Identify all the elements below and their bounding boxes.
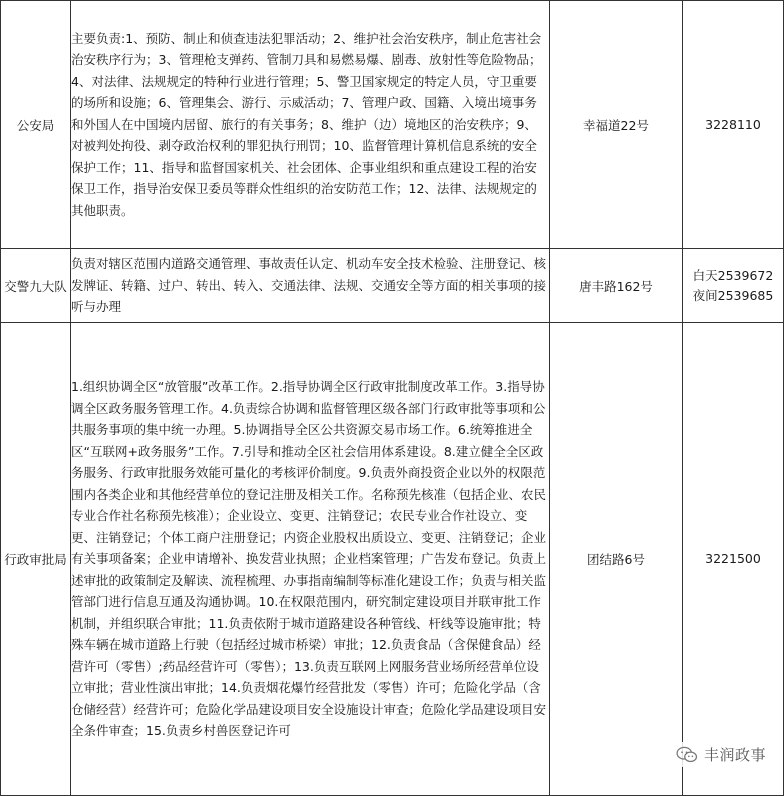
department-duties [71, 1, 550, 249]
department-name: 交警九大队 [1, 249, 71, 323]
department-address: 幸福道22号 [550, 1, 683, 249]
department-address: 团结路6号 [550, 323, 683, 796]
table-row [1, 249, 784, 323]
wechat-watermark [672, 742, 770, 767]
duties-text: 主要负责:1、预防、制止和侦查违法犯罪活动；2、维护社会治安秩序，制止危害社会治安秩序行为；3、管理枪支弹药、管制刀具和易燃易爆、剧毒、放射性等危险物品；4、对法律、法规规定的特种行业进行管理；5、警卫国家规定的特定人员，守卫重要的场所和设施；6、管理集会、游行、示威活动；7、管理户政、国籍、入境出境事务和外国人在中国境内居留、旅行的有关事务；8、维护（边）境地区的治安秩序；9、对被判处拘役、剥夺政治权利的罪犯执行刑罚；10、监督管理计算机信息系统的安全保护工作；11、指导和监督国家机关、社会团体、企事业组织和重点建设工程的治安保卫工作，指导治安保卫委员等群众性组织的治安防范工作；12、法律、法规规定的其他职责。 [71, 30, 542, 218]
phone-number-day: 白天2539672 [692, 267, 774, 283]
table-row [1, 323, 784, 796]
department-phone [683, 249, 784, 323]
watermark-text: 丰润政事 [703, 746, 766, 764]
department-phone [683, 323, 784, 796]
wechat-icon [676, 746, 698, 764]
department-duties [71, 249, 550, 323]
department-phone [683, 1, 784, 249]
department-duties [71, 323, 550, 796]
department-address: 唐丰路162号 [550, 249, 683, 323]
duties-text: 负责对辖区范围内道路交通管理、事故责任认定、机动车安全技术检验、注册登记、核发牌证、转籍、过户、转出、转入、交通法律、法规、交通安全等方面的相关事项的接听与办理 [71, 256, 547, 315]
department-name: 公安局 [1, 1, 71, 249]
phone-number: 3228110 [705, 116, 761, 132]
department-name: 行政审批局 [1, 323, 71, 796]
phone-number: 3221500 [705, 551, 761, 566]
duties-text: 1.组织协调全区“放管服”改革工作。2.指导协调全区行政审批制度改革工作。3.指导协调全区政务服务管理工作。4.负责综合协调和监督管理区级各部门行政审批等事项和公共服务事项的集中统一办理。5.协调指导全区公共资源交易市场工作。6.统筹推进全区“互联网+政务服务”工作。7.引导和推动全区社会信用体系建设。8.建立健全全区政务服务、行政审批服务效能可量化的考核评价制度。9.负责外商投资企业以外的权限范围内各类企业和其他经营单位的登记注册及相关工作。名称预先核准（包括企业、农民专业合作社名称预先核准）；企业设立、变更、注销登记；农民专业合作社设立、变更、注销登记；个体工商户注册登记；内资企业股权出质设立、变更、注销登记；企业有关事项备案；企业申请增补、换发营业执照；企业档案管理；广告发布登记。负责上述审批的政策制定及解读、流程梳理、办事指南编制等标准化建设工作；负责与相关监管部门进行信息互通及沟通协调。10.在权限范围内，研究制定建设项目并联审批工作机制，并组织联合审批；11.负责依附于城市道路建设各种管线、杆线等设施审批；特殊车辆在城市道路上行驶（包括经过城市桥梁）审批；12.负责食品（含保健食品）经营许可（零售）;药品经营许可（零售）；13.负责互联网上网服务营业场所经营单位设立审批；营业性演出审批；14.负责烟花爆竹经营批发（零售）许可；危险化学品（含仓储经营）经营许可；危险化学品建设项目安全设施设计审查；危险化学品建设项目安全条件审查；15.负责乡村兽医登记许可 [71, 379, 547, 739]
phone-number-night: 夜间2539685 [692, 287, 774, 303]
table-row [1, 1, 784, 249]
